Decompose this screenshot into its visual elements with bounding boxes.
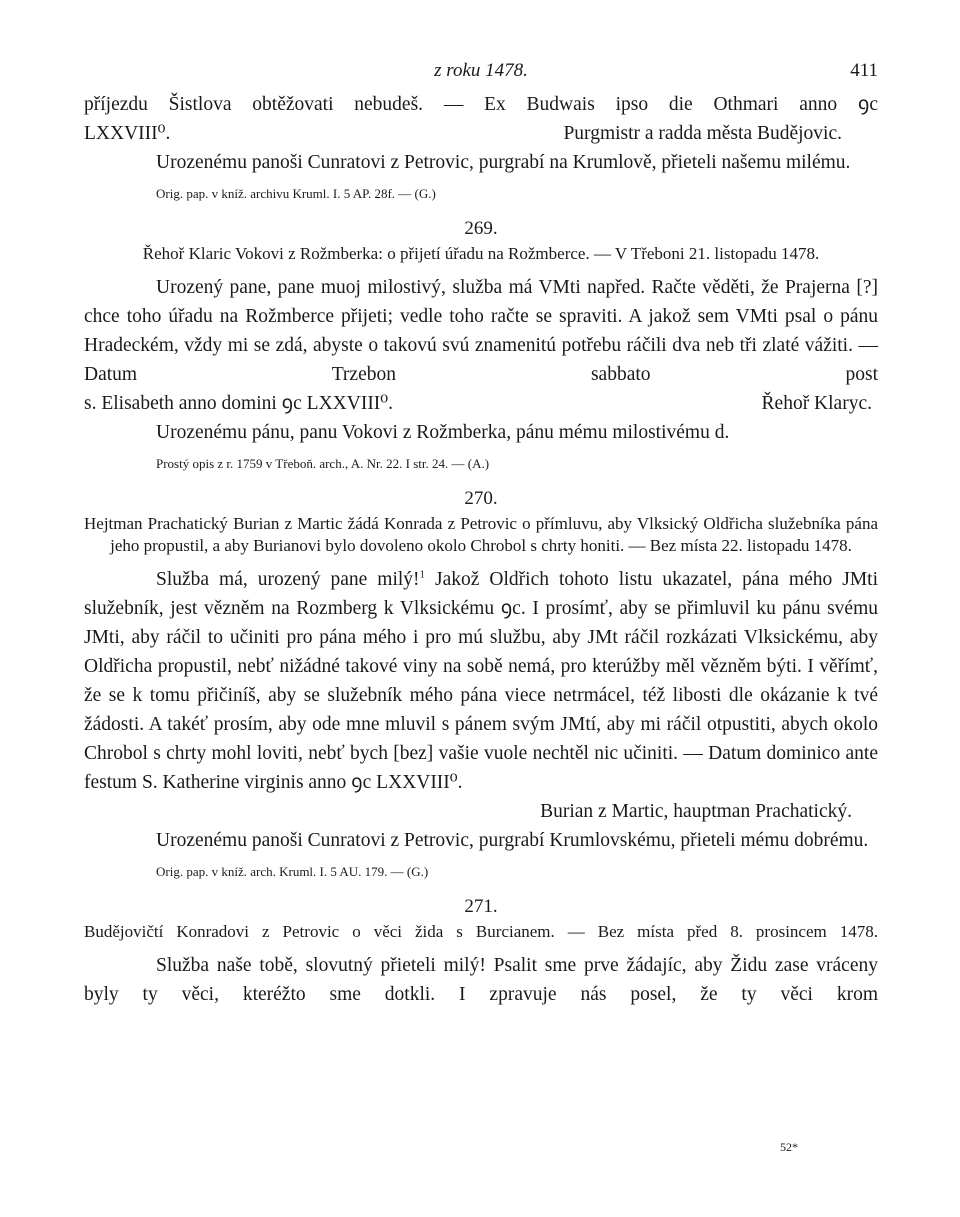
letter-268-date-end: LXXVIII⁰. — [84, 123, 171, 144]
letter-268-signature: Purgmistr a radda města Budějovic. — [563, 123, 842, 144]
entry-270-source: Orig. pap. v kníž. arch. Kruml. I. 5 AU. 179. — (G.) — [156, 864, 429, 879]
letter-268-line1: příjezdu Šistlova obtěžovati nebudeš. — Ex Budwais ipso die Othmari anno ꝯc — [84, 94, 878, 115]
entry-269-number: 269. — [464, 218, 498, 239]
footnote-mark: 1 — [419, 568, 426, 581]
entry-269-signature: Řehoř Klaryc. — [761, 393, 872, 414]
entry-269-address: Urozenému pánu, panu Vokovi z Rožmberka, pánu mému milostivému d. — [156, 422, 730, 443]
entry-271-text: Služba naše tobě, slovutný přieteli milý! Psalit sme prve žádajíc, aby Židu zase vráceny byly ty věci, kteréžto sme dotkli. I zpravuje nás posel, že ty věci krom — [84, 955, 878, 1005]
document-body — [84, 90, 878, 1009]
entry-270-body: Jakož Oldřich tohoto listu ukazatel, pána mého JMti služebník, jest vězněm na Rozmberg k Vlksickému ꝯc. I prosímť, aby se přimluvil ku pánu svému JMti, aby ráčil to učiniti pro pána mého i pro mú službu, aby JMt ráčil rozkázati Vlksickému, aby Oldřicha propustil, nebť nižádné takové viny na sobě nemá, pro kterúžby měl vězněm býti. I věřímť, že se k tomu přičiníš, aby se služebník mého pána viece netrmácel, též libosti dle okázanie k tvé žádosti. A takéť prosím, aby ode mne mluvil s pánem svým JMtí, aby mi ráčil otpustiti, abych okolo Chrobol s chrty mohl loviti, nebť bych [bez] vašie vuole nechtěl nic učiniti. — Datum dominico ante festum S. Katherine virginis anno ꝯc LXXVIII⁰. — [84, 569, 878, 793]
letter-268-source: Orig. pap. v kníž. archivu Kruml. I. 5 AP. 28f. — (G.) — [156, 186, 436, 201]
entry-270-address: Urozenému panoši Cunratovi z Petrovic, purgrabí Krumlovskému, přieteli mému dobrému. — [156, 830, 869, 851]
entry-269-text: Urozený pane, pane muoj milostivý, služba má VMti napřed. Račte věděti, že Prajerna [?] chce toho úřadu na Rožmberce přijeti; vedle toho račte se spraviti. A jakož sem VMti psal o pánu Hradeckém, vždy mi se zdá, abyste o takovú svú znamenitú potřebu ráčili dva neb tři zlaté vážiti. — Datum Trzebon sabbato post — [84, 277, 878, 385]
entry-270-signature: Burian z Martic, hauptman Prachatický. — [540, 801, 852, 822]
letter-268-address: Urozenému panoši Cunratovi z Petrovic, purgrabí na Krumlově, přieteli našemu milému. — [156, 152, 851, 173]
entry-269-regest: Řehoř Klaric Vokovi z Rožmberka: o přijetí úřadu na Rožmberce. — V Třeboni 21. listopadu 1478. — [142, 244, 820, 263]
signature-mark: 52* — [780, 1140, 798, 1154]
running-title: z roku 1478. — [434, 60, 528, 81]
entry-269-date-end: s. Elisabeth anno domini ꝯc LXXVIII⁰. — [84, 393, 393, 414]
entry-270-regest: Hejtman Prachatický Burian z Martic žádá Konrada z Petrovic o přímluvu, aby Vlksický Oldřicha služebníka pána jeho propustil, a aby Burianovi bylo dovoleno okolo Chrobol s chrty honiti. — Bez místa 22. listopadu 1478. — [84, 514, 878, 555]
entry-270-text — [84, 565, 878, 797]
document-page — [84, 60, 878, 1009]
entry-271-number: 271. — [464, 896, 498, 917]
entry-269-source: Prostý opis z r. 1759 v Třeboň. arch., A. Nr. 22. I str. 24. — (A.) — [156, 456, 490, 471]
letter-268-closing — [84, 119, 878, 148]
entry-271-regest: Budějovičtí Konradovi z Petrovic o věci žida s Burcianem. — Bez místa před 8. prosincem 1478. — [84, 922, 878, 941]
entry-270-salutation: Služba má, urozený pane milý! — [156, 569, 420, 590]
entry-270-number: 270. — [464, 488, 498, 509]
page-number: 411 — [850, 60, 878, 81]
running-head — [84, 60, 878, 90]
entry-269-closing — [84, 389, 878, 418]
